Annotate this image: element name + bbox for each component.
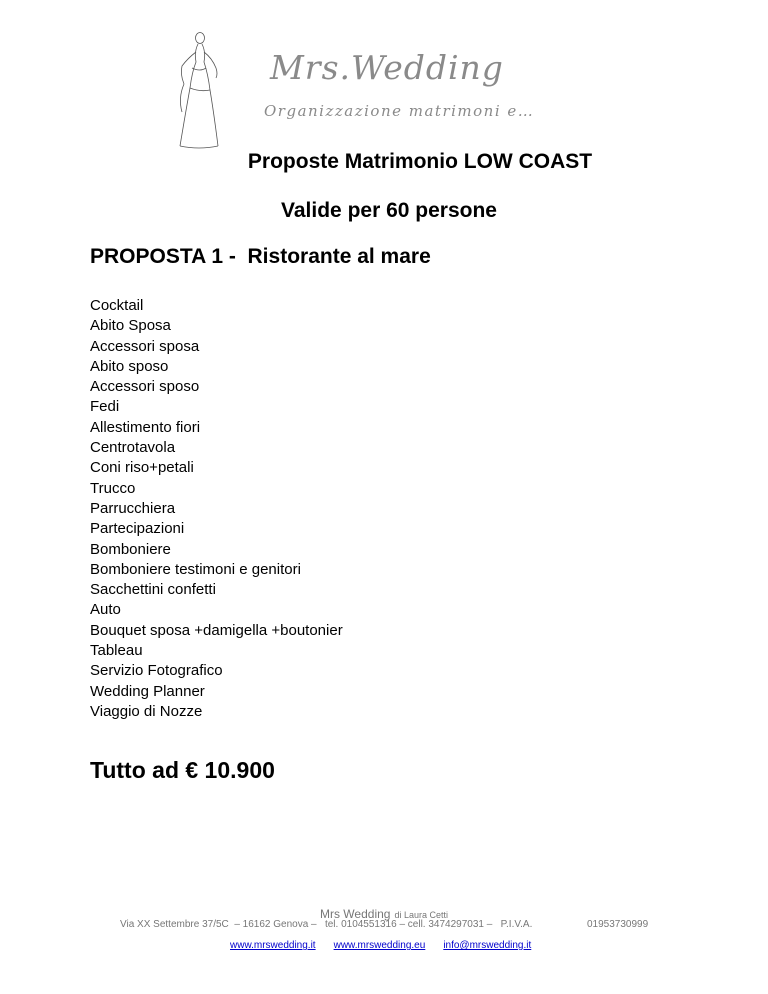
list-item: Accessori sposa <box>90 337 200 355</box>
bride-silhouette-icon <box>170 28 226 150</box>
list-item: Wedding Planner <box>90 682 205 700</box>
proposal-heading: PROPOSTA 1 - Ristorante al mare <box>90 245 431 268</box>
list-item: Auto <box>90 601 121 619</box>
page-title: Proposte Matrimonio LOW COAST <box>247 150 593 173</box>
footer-owner: di Laura Cetti <box>394 910 448 920</box>
website-it-link[interactable]: www.mrswedding.it <box>230 940 316 951</box>
logo-figure <box>170 28 226 150</box>
list-item: Viaggio di Nozze <box>90 702 203 720</box>
list-item: Sacchettini confetti <box>90 581 216 599</box>
list-item: Trucco <box>90 479 136 497</box>
list-item: Bouquet sposa +damigella +boutonier <box>90 621 343 639</box>
footer-vat: 01953730999 <box>587 919 649 930</box>
list-item: Coni riso+petali <box>90 459 194 477</box>
list-item: Cocktail <box>90 297 144 314</box>
list-item: Parrucchiera <box>90 499 176 517</box>
footer-links <box>230 940 549 951</box>
page-subtitle: Valide per 60 persone <box>281 199 497 222</box>
email-link[interactable]: info@mrswedding.it <box>443 940 532 951</box>
list-item: Bomboniere <box>90 540 171 558</box>
list-item: Allestimento fiori <box>90 418 201 436</box>
footer-company: Mrs Wedding <box>319 907 391 921</box>
list-item: Servizio Fotografico <box>90 662 223 680</box>
list-item: Accessori sposo <box>90 378 200 396</box>
proposal-items-list <box>90 296 343 722</box>
brand-tagline: Organizzazione matrimoni e… <box>264 102 535 120</box>
list-item: Fedi <box>90 398 120 416</box>
brand-name: Mrs.Wedding <box>270 48 504 87</box>
list-item: Bomboniere testimoni e genitori <box>90 560 301 578</box>
list-item: Centrotavola <box>90 439 176 457</box>
list-item: Abito Sposa <box>90 317 171 335</box>
footer-address: Via XX Settembre 37/5C – 16162 Genova – tel. 0104551316 – cell. 3474297031 – P.I.V.A. <box>120 919 533 930</box>
list-item: Partecipazioni <box>90 520 185 538</box>
list-item: Tableau <box>90 642 143 660</box>
website-eu-link[interactable]: www.mrswedding.eu <box>333 940 426 951</box>
total-price: Tutto ad € 10.900 <box>90 757 275 783</box>
list-item: Abito sposo <box>90 357 169 375</box>
